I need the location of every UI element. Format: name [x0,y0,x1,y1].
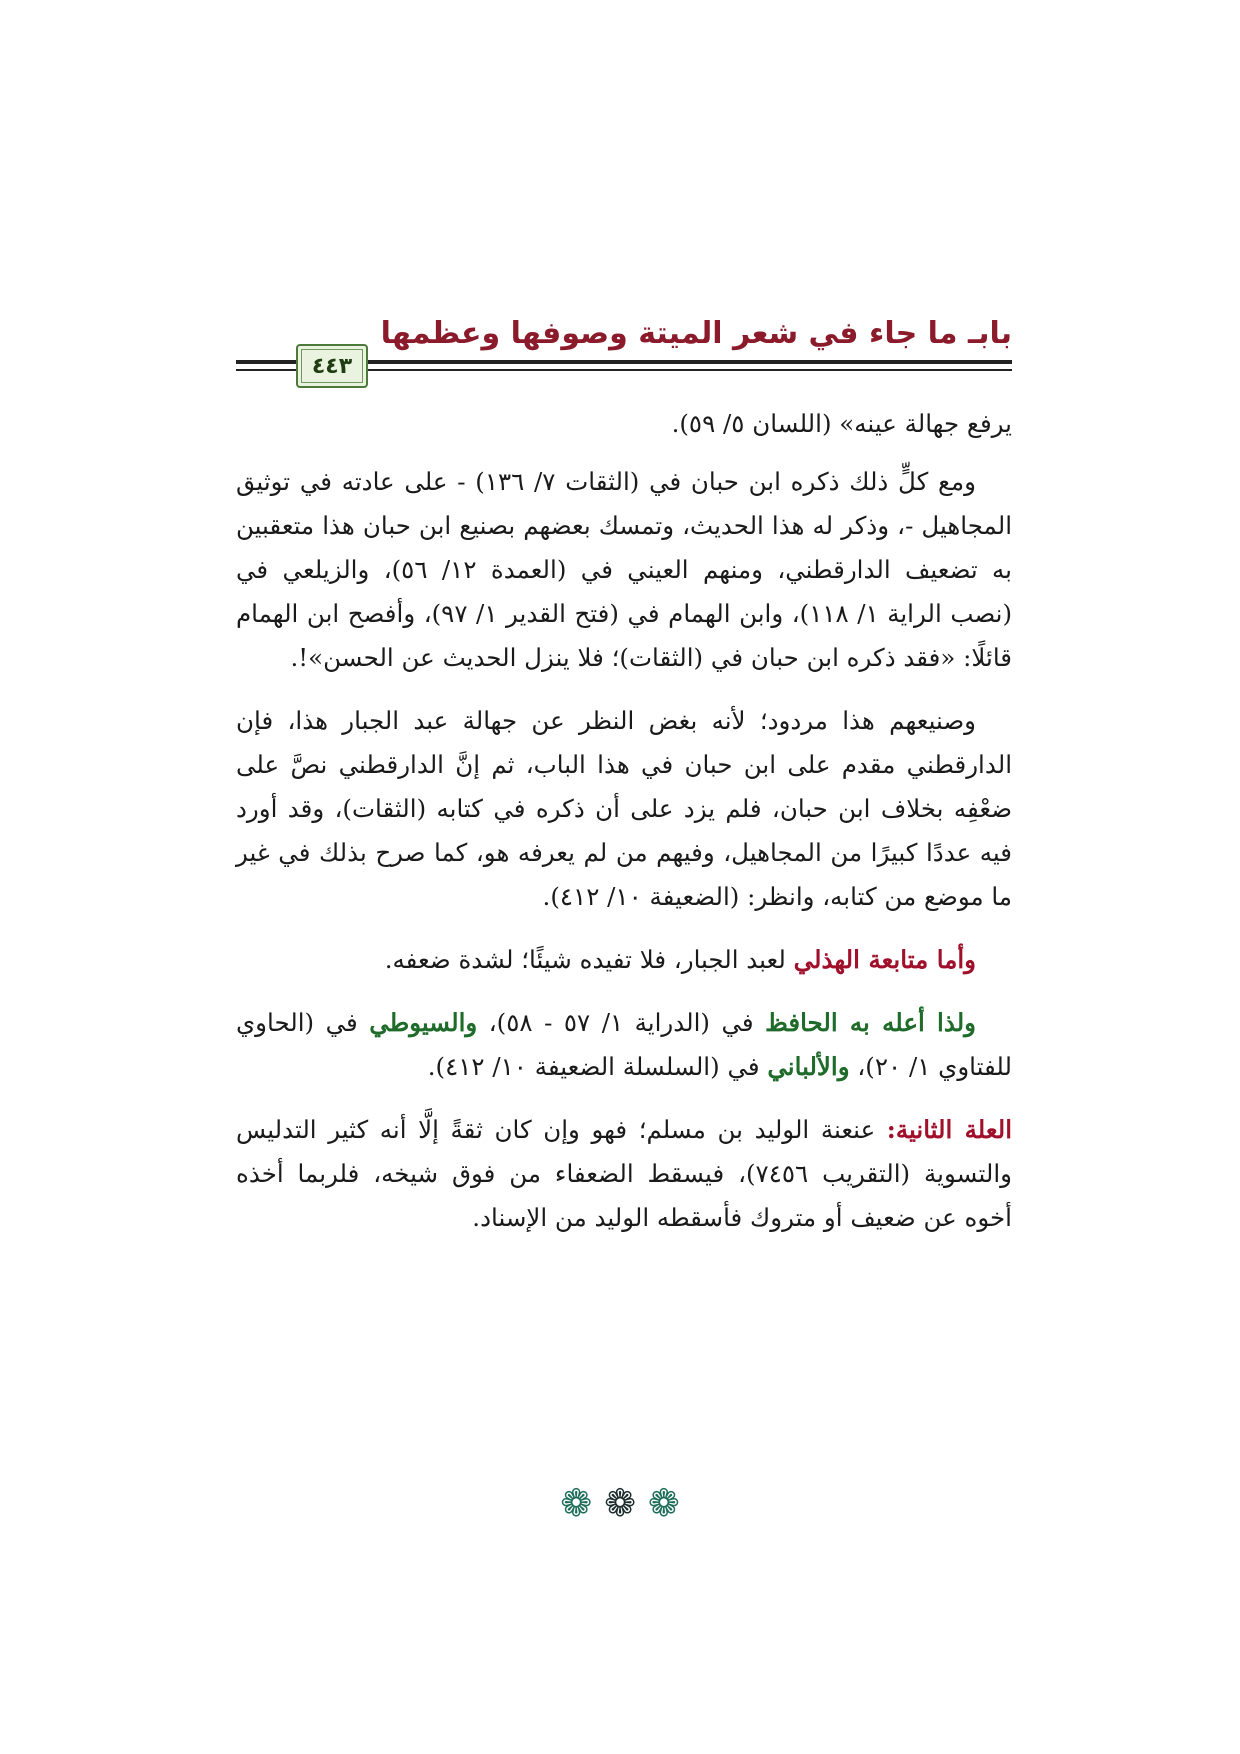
paragraph-second-defect [236,1108,1012,1240]
ornament-flower-icon: ❁ [560,1481,593,1525]
page-body [236,402,1012,1259]
scholars-text-3: في (السلسلة الضعيفة ١٠/ ٤١٢). [427,1052,768,1081]
second-defect-text: عنعنة الوليد بن مسلم؛ فهو وإن كان ثقةً إلَّا أنه كثير التدليس والتسوية (التقريب ٧٤٥٦)، فيسقط الضعفاء من فوق شيخه، فلربما أخذه أخوه عن ضعيف أو متروك فأسقطه الوليد من الإسناد. [236,1115,1012,1232]
paragraph-hudhali [236,938,1012,982]
paragraph-scholars [236,1001,1012,1089]
highlight-albani: والألباني [767,1052,850,1081]
section-end-ornaments [0,1482,1240,1524]
page-header [236,300,1012,384]
paragraph-rebuttal: وصنيعهم هذا مردود؛ لأنه بغض النظر عن جهالة عبد الجبار هذا، فإن الدارقطني مقدم على ابن حبان في هذا الباب، ثم إنَّ الدارقطني نصَّ على ضعْفِه بخلاف ابن حبان، فلم يزد على أن ذكره في كتابه (الثقات)، وقد أورد فيه عددًا كبيرًا من المجاهيل، وفيهم من لم يعرفه هو، كما صرح بذلك في غير ما موضع من كتابه، وانظر: (الضعيفة ١٠/ ٤١٢). [236,706,1012,911]
highlight-second-defect: العلة الثانية: [886,1115,1013,1144]
ornament-flower-icon: ❁ [604,1481,636,1525]
page-number: ٤٤٣ [311,353,353,379]
ornament-flower-icon: ❁ [647,1481,680,1525]
highlight-suyuti: والسيوطي [369,1008,478,1037]
paragraph-ibn-hibban: ومع كلٍّ ذلك ذكره ابن حبان في (الثقات ٧/ ١٣٦) - على عادته في توثيق المجاهيل -، وذكر له هذا الحديث، وتمسك بعضهم بصنيع ابن حبان هذا متعقبين به تضعيف الدارقطني، ومنهم العيني في (العمدة ١٢/ ٥٦)، والزيلعي في (نصب الراية ١/ ١١٨)، وابن الهمام في (فتح القدير ١/ ٩٧)، وأفصح ابن الهمام قائلًا: «فقد ذكره ابن حبان في (الثقات)؛ فلا ينزل الحديث عن الحسن»!. [236,467,1013,672]
scholars-text-1: في (الدراية ١/ ٥٧ - ٥٨)، [477,1008,766,1037]
highlight-hafiz: ولذا أعله به الحافظ [765,1008,976,1037]
chapter-title: بابـ ما جاء في شعر الميتة وصوفها وعظمها [380,316,1012,351]
paragraph-hudhali-text: لعبد الجبار، فلا تفيده شيئًا؛ لشدة ضعفه. [384,945,794,974]
page-number-badge [296,344,368,388]
highlight-hudhali: وأما متابعة الهذلي [793,945,976,974]
paragraph-continuation: يرفع جهالة عينه» (اللسان ٥/ ٥٩). [671,409,1012,438]
scholars-text-2: في (الحاوي للفتاوي ١/ ٢٠)، [236,1008,1012,1081]
